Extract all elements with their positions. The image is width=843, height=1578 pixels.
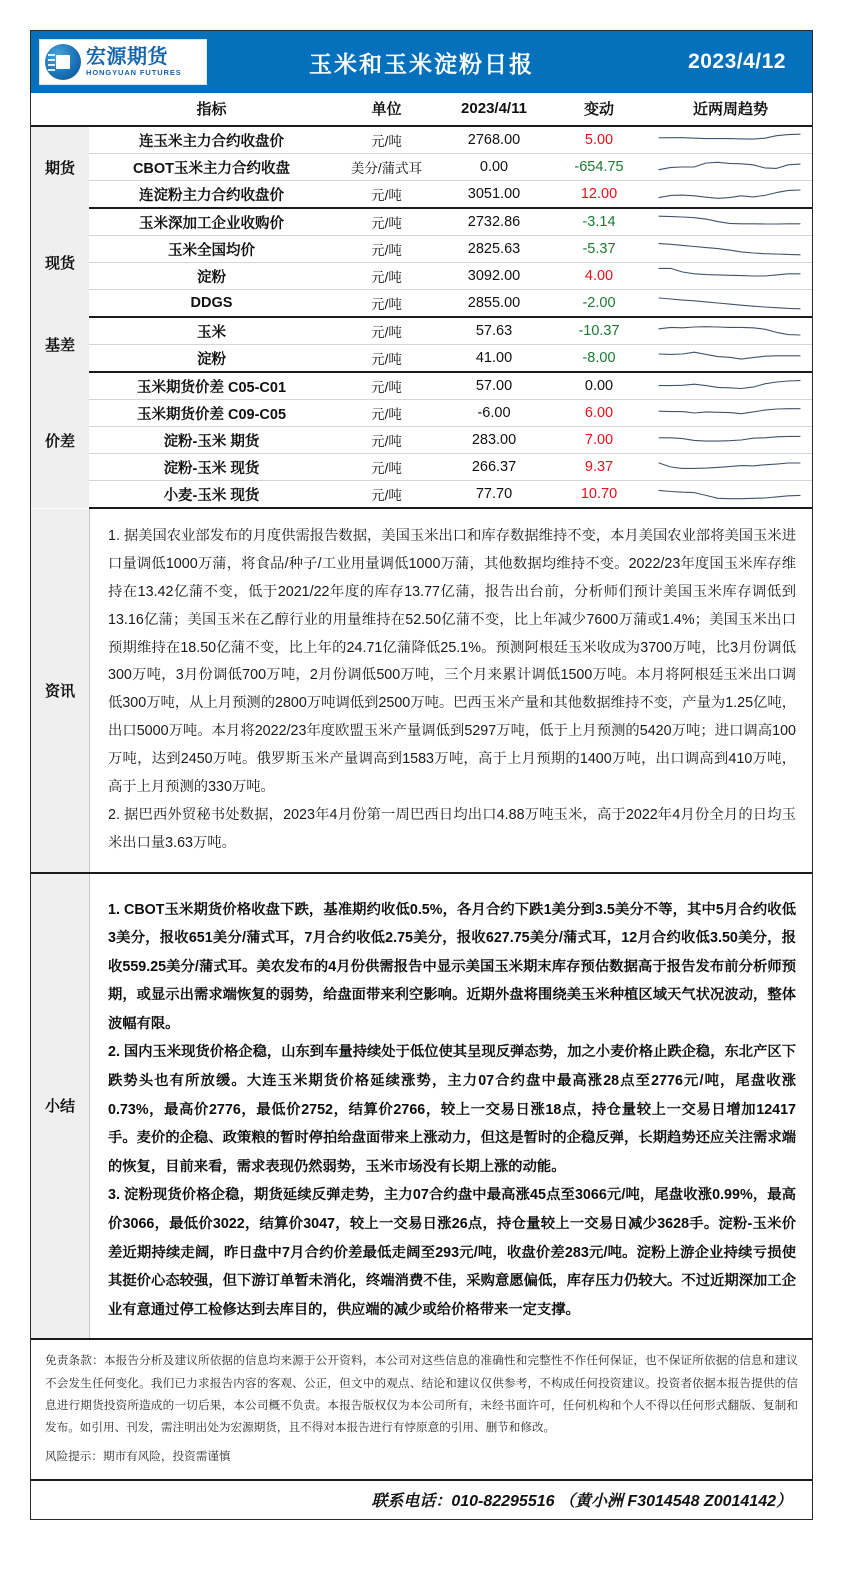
change-cell: 12.00 bbox=[549, 181, 649, 209]
table-row bbox=[31, 181, 812, 209]
trend-sparkline bbox=[649, 427, 812, 454]
news-paragraph: 1. 据美国农业部发布的月度供需报告数据，美国玉米出口和库存数据维持不变，本月美国农业部将美国玉米进口量调低1000万蒲，将食品/种子/工业用量调低1000万蒲，其他数据均维持不变。2022/23年度国玉米库存维持在13.42亿蒲不变，低于2021/22年度的库存13.77亿蒲，报告出台前，分析师们预计美国玉米库存调低到13.16亿蒲；美国玉米在乙醇行业的用量维持在52.50亿蒲不变，比上年减少7600万蒲或1.4%；美国玉米出口预期维持在18.50亿蒲不变，比上年的24.71亿蒲降低25.1%。预测阿根廷玉米收成为3700万吨，比3月份调低300万吨，3月份调低700万吨，2月份调低500万吨，三个月来累计调低1500万吨。本月将阿根廷玉米出口调低300万吨，从上月预测的2800万吨调低到2500万吨。巴西玉米产量和其他数据维持不变，产量为1.25亿吨，出口5000万吨。本月将2022/23年度欧盟玉米产量调低到5297万吨，低于上月预测的5420万吨；进口调高100万吨，达到2450万吨。俄罗斯玉米产量调高到1583万吨，高于上月预期的1400万吨，出口调高到410万吨，高于上月预测的330万吨。 bbox=[108, 528, 796, 795]
unit-cell: 元/吨 bbox=[334, 317, 439, 345]
news-section-label: 资讯 bbox=[31, 509, 89, 872]
value-cell: 57.00 bbox=[439, 372, 549, 400]
summary-paragraph: 2. 国内玉米现货价格企稳，山东到车量持续处于低位使其呈现反弹态势，加之小麦价格止跌企稳，东北产区下跌势头也有所放缓。大连玉米期货价格延续涨势，主力07合约盘中最高涨28点至2776元/吨，尾盘收涨0.73%，最高价2776，最低价2752，结算价2766，较上一交易日涨18点，持仓量较上一交易日增加12417手。麦价的企稳、政策粮的暂时停拍给盘面带来上涨动力，但这是暂时的企稳反弹，长期趋势还应关注需求端的恢复，目前来看，需求表现仍然弱势，玉米市场没有长期上涨的动能。 bbox=[108, 1044, 796, 1175]
table-row bbox=[31, 400, 812, 427]
value-cell: 2732.86 bbox=[439, 208, 549, 236]
col-trend: 近两周趋势 bbox=[649, 93, 812, 126]
risk-warning-text: 风险提示：期市有风险，投资需谨慎 bbox=[45, 1450, 231, 1464]
report-header bbox=[31, 31, 812, 93]
table-row bbox=[31, 263, 812, 290]
value-cell: -6.00 bbox=[439, 400, 549, 427]
contact-section bbox=[31, 1481, 812, 1519]
change-cell: 7.00 bbox=[549, 427, 649, 454]
trend-sparkline bbox=[649, 126, 812, 154]
disclaimer-text: 免责条款：本报告分析及建议所依据的信息均来源于公开资料，本公司对这些信息的准确性和完整性不作任何保证，也不保证所依据的信息和建议不会发生任何变化。我们已力求报告内容的客观、公正，但文中的观点、结论和建议仅供参考，不构成任何投资建议。投资者依据本报告提供的信息进行期货投资所造成的一切后果，本公司概不负责。本报告版权仅为本公司所有，未经书面许可，任何机构和个人不得以任何形式翻版、复制和发布。如引用、刊发，需注明出处为宏源期货，且不得对本报告进行有悖原意的引用、删节和修改。 bbox=[45, 1354, 798, 1435]
value-cell: 3092.00 bbox=[439, 263, 549, 290]
table-row bbox=[31, 154, 812, 181]
change-cell: 10.70 bbox=[549, 481, 649, 509]
change-cell: 9.37 bbox=[549, 454, 649, 481]
col-unit: 单位 bbox=[334, 93, 439, 126]
change-cell: 0.00 bbox=[549, 372, 649, 400]
table-row bbox=[31, 290, 812, 318]
trend-sparkline bbox=[649, 290, 812, 318]
trend-sparkline bbox=[649, 154, 812, 181]
value-cell: 283.00 bbox=[439, 427, 549, 454]
category-cell: 价差 bbox=[31, 372, 89, 508]
trend-sparkline bbox=[649, 181, 812, 209]
trend-sparkline bbox=[649, 236, 812, 263]
trend-sparkline bbox=[649, 454, 812, 481]
value-cell: 266.37 bbox=[439, 454, 549, 481]
category-cell: 基差 bbox=[31, 317, 89, 372]
logo-english-name: HONGYUAN FUTURES bbox=[86, 68, 182, 77]
summary-paragraph: 3. 淀粉现货价格企稳，期货延续反弹走势，主力07合约盘中最高涨45点至3066元/吨，尾盘收涨0.99%，最高价3066，最低价3022，结算价3047，较上一交易日涨26点，持仓量较上一交易日减少3628手。淀粉-玉米价差近期持续走阔，昨日盘中7月合约价差最低走阔至293元/吨，收盘价差283元/吨。淀粉上游企业持续亏损使其挺价心态较强，但下游订单暂未消化，终端消费不佳，采购意愿偏低，库存压力仍较大。不过近期深加工企业有意通过停工检修达到去库目的，供应端的减少或给价格带来一定支撑。 bbox=[108, 1187, 796, 1318]
change-cell: -654.75 bbox=[549, 154, 649, 181]
page-title: 玉米和玉米淀粉日报 bbox=[309, 50, 534, 77]
unit-cell: 元/吨 bbox=[334, 454, 439, 481]
unit-cell: 元/吨 bbox=[334, 345, 439, 373]
trend-sparkline bbox=[649, 208, 812, 236]
indicator-cell: DDGS bbox=[89, 290, 334, 318]
table-row bbox=[31, 372, 812, 400]
trend-sparkline bbox=[649, 372, 812, 400]
report-sheet bbox=[30, 30, 813, 1520]
value-cell: 57.63 bbox=[439, 317, 549, 345]
value-cell: 0.00 bbox=[439, 154, 549, 181]
change-cell: -8.00 bbox=[549, 345, 649, 373]
col-indicator: 指标 bbox=[89, 93, 334, 126]
change-cell: -5.37 bbox=[549, 236, 649, 263]
trend-sparkline bbox=[649, 263, 812, 290]
indicator-cell: 玉米 bbox=[89, 317, 334, 345]
trend-sparkline bbox=[649, 345, 812, 373]
table-row bbox=[31, 126, 812, 154]
summary-body bbox=[89, 874, 812, 1339]
unit-cell: 元/吨 bbox=[334, 181, 439, 209]
change-cell: -2.00 bbox=[549, 290, 649, 318]
logo-chinese-name: 宏源期货 bbox=[86, 46, 168, 68]
value-cell: 2825.63 bbox=[439, 236, 549, 263]
value-cell: 41.00 bbox=[439, 345, 549, 373]
news-section bbox=[31, 509, 812, 874]
contact-text: 联系电话：010-82295516 （黄小洲 F3014548 Z0014142） bbox=[371, 1492, 792, 1510]
unit-cell: 元/吨 bbox=[334, 427, 439, 454]
table-row bbox=[31, 236, 812, 263]
table-row bbox=[31, 454, 812, 481]
table-row bbox=[31, 481, 812, 509]
trend-sparkline bbox=[649, 317, 812, 345]
table-row bbox=[31, 427, 812, 454]
market-data-table bbox=[31, 93, 812, 509]
table-row bbox=[31, 208, 812, 236]
unit-cell: 美分/蒲式耳 bbox=[334, 154, 439, 181]
indicator-cell: 玉米期货价差 C09-C05 bbox=[89, 400, 334, 427]
news-body bbox=[89, 509, 812, 872]
disclaimer-section bbox=[31, 1340, 812, 1480]
indicator-cell: 连玉米主力合约收盘价 bbox=[89, 126, 334, 154]
unit-cell: 元/吨 bbox=[334, 481, 439, 509]
summary-section bbox=[31, 874, 812, 1341]
unit-cell: 元/吨 bbox=[334, 236, 439, 263]
indicator-cell: 淀粉 bbox=[89, 263, 334, 290]
category-cell: 期货 bbox=[31, 126, 89, 208]
value-cell: 2855.00 bbox=[439, 290, 549, 318]
change-cell: 6.00 bbox=[549, 400, 649, 427]
col-category bbox=[31, 93, 89, 126]
trend-sparkline bbox=[649, 481, 812, 509]
summary-section-label: 小结 bbox=[31, 874, 89, 1339]
change-cell: -3.14 bbox=[549, 208, 649, 236]
news-paragraph: 2. 据巴西外贸秘书处数据，2023年4月份第一周巴西日均出口4.88万吨玉米，高于2022年4月份全月的日均玉米出口量3.63万吨。 bbox=[108, 806, 796, 851]
unit-cell: 元/吨 bbox=[334, 290, 439, 318]
indicator-cell: 连淀粉主力合约收盘价 bbox=[89, 181, 334, 209]
col-date-value: 2023/4/11 bbox=[439, 93, 549, 126]
value-cell: 2768.00 bbox=[439, 126, 549, 154]
change-cell: 5.00 bbox=[549, 126, 649, 154]
summary-paragraph: 1. CBOT玉米期货价格收盘下跌，基准期约收低0.5%，各月合约下跌1美分到3.5美分不等，其中5月合约收低3美分，报收651美分/蒲式耳，7月合约收低2.75美分，报收627.75美分/蒲式耳，12月合约收低3.50美分，报收559.25美分/蒲式耳。美农发布的4月份供需报告中显示美国玉米期末库存预估数据高于报告发布前分析师预期，或显示出需求端恢复的弱势，给盘面带来利空影响。近期外盘将围绕美玉米种植区域天气状况波动，整体波幅有限。 bbox=[108, 901, 796, 1032]
indicator-cell: 玉米全国均价 bbox=[89, 236, 334, 263]
table-header-row bbox=[31, 93, 812, 126]
report-date: 2023/4/12 bbox=[688, 50, 786, 73]
unit-cell: 元/吨 bbox=[334, 208, 439, 236]
table-row bbox=[31, 345, 812, 373]
indicator-cell: 淀粉-玉米 现货 bbox=[89, 454, 334, 481]
unit-cell: 元/吨 bbox=[334, 126, 439, 154]
unit-cell: 元/吨 bbox=[334, 372, 439, 400]
indicator-cell: 玉米期货价差 C05-C01 bbox=[89, 372, 334, 400]
indicator-cell: CBOT玉米主力合约收盘 bbox=[89, 154, 334, 181]
value-cell: 3051.00 bbox=[439, 181, 549, 209]
indicator-cell: 小麦-玉米 现货 bbox=[89, 481, 334, 509]
value-cell: 77.70 bbox=[439, 481, 549, 509]
indicator-cell: 淀粉 bbox=[89, 345, 334, 373]
col-change: 变动 bbox=[549, 93, 649, 126]
indicator-cell: 玉米深加工企业收购价 bbox=[89, 208, 334, 236]
unit-cell: 元/吨 bbox=[334, 400, 439, 427]
change-cell: 4.00 bbox=[549, 263, 649, 290]
unit-cell: 元/吨 bbox=[334, 263, 439, 290]
table-row bbox=[31, 317, 812, 345]
table-body bbox=[31, 126, 812, 508]
category-cell: 现货 bbox=[31, 208, 89, 317]
change-cell: -10.37 bbox=[549, 317, 649, 345]
indicator-cell: 淀粉-玉米 期货 bbox=[89, 427, 334, 454]
trend-sparkline bbox=[649, 400, 812, 427]
